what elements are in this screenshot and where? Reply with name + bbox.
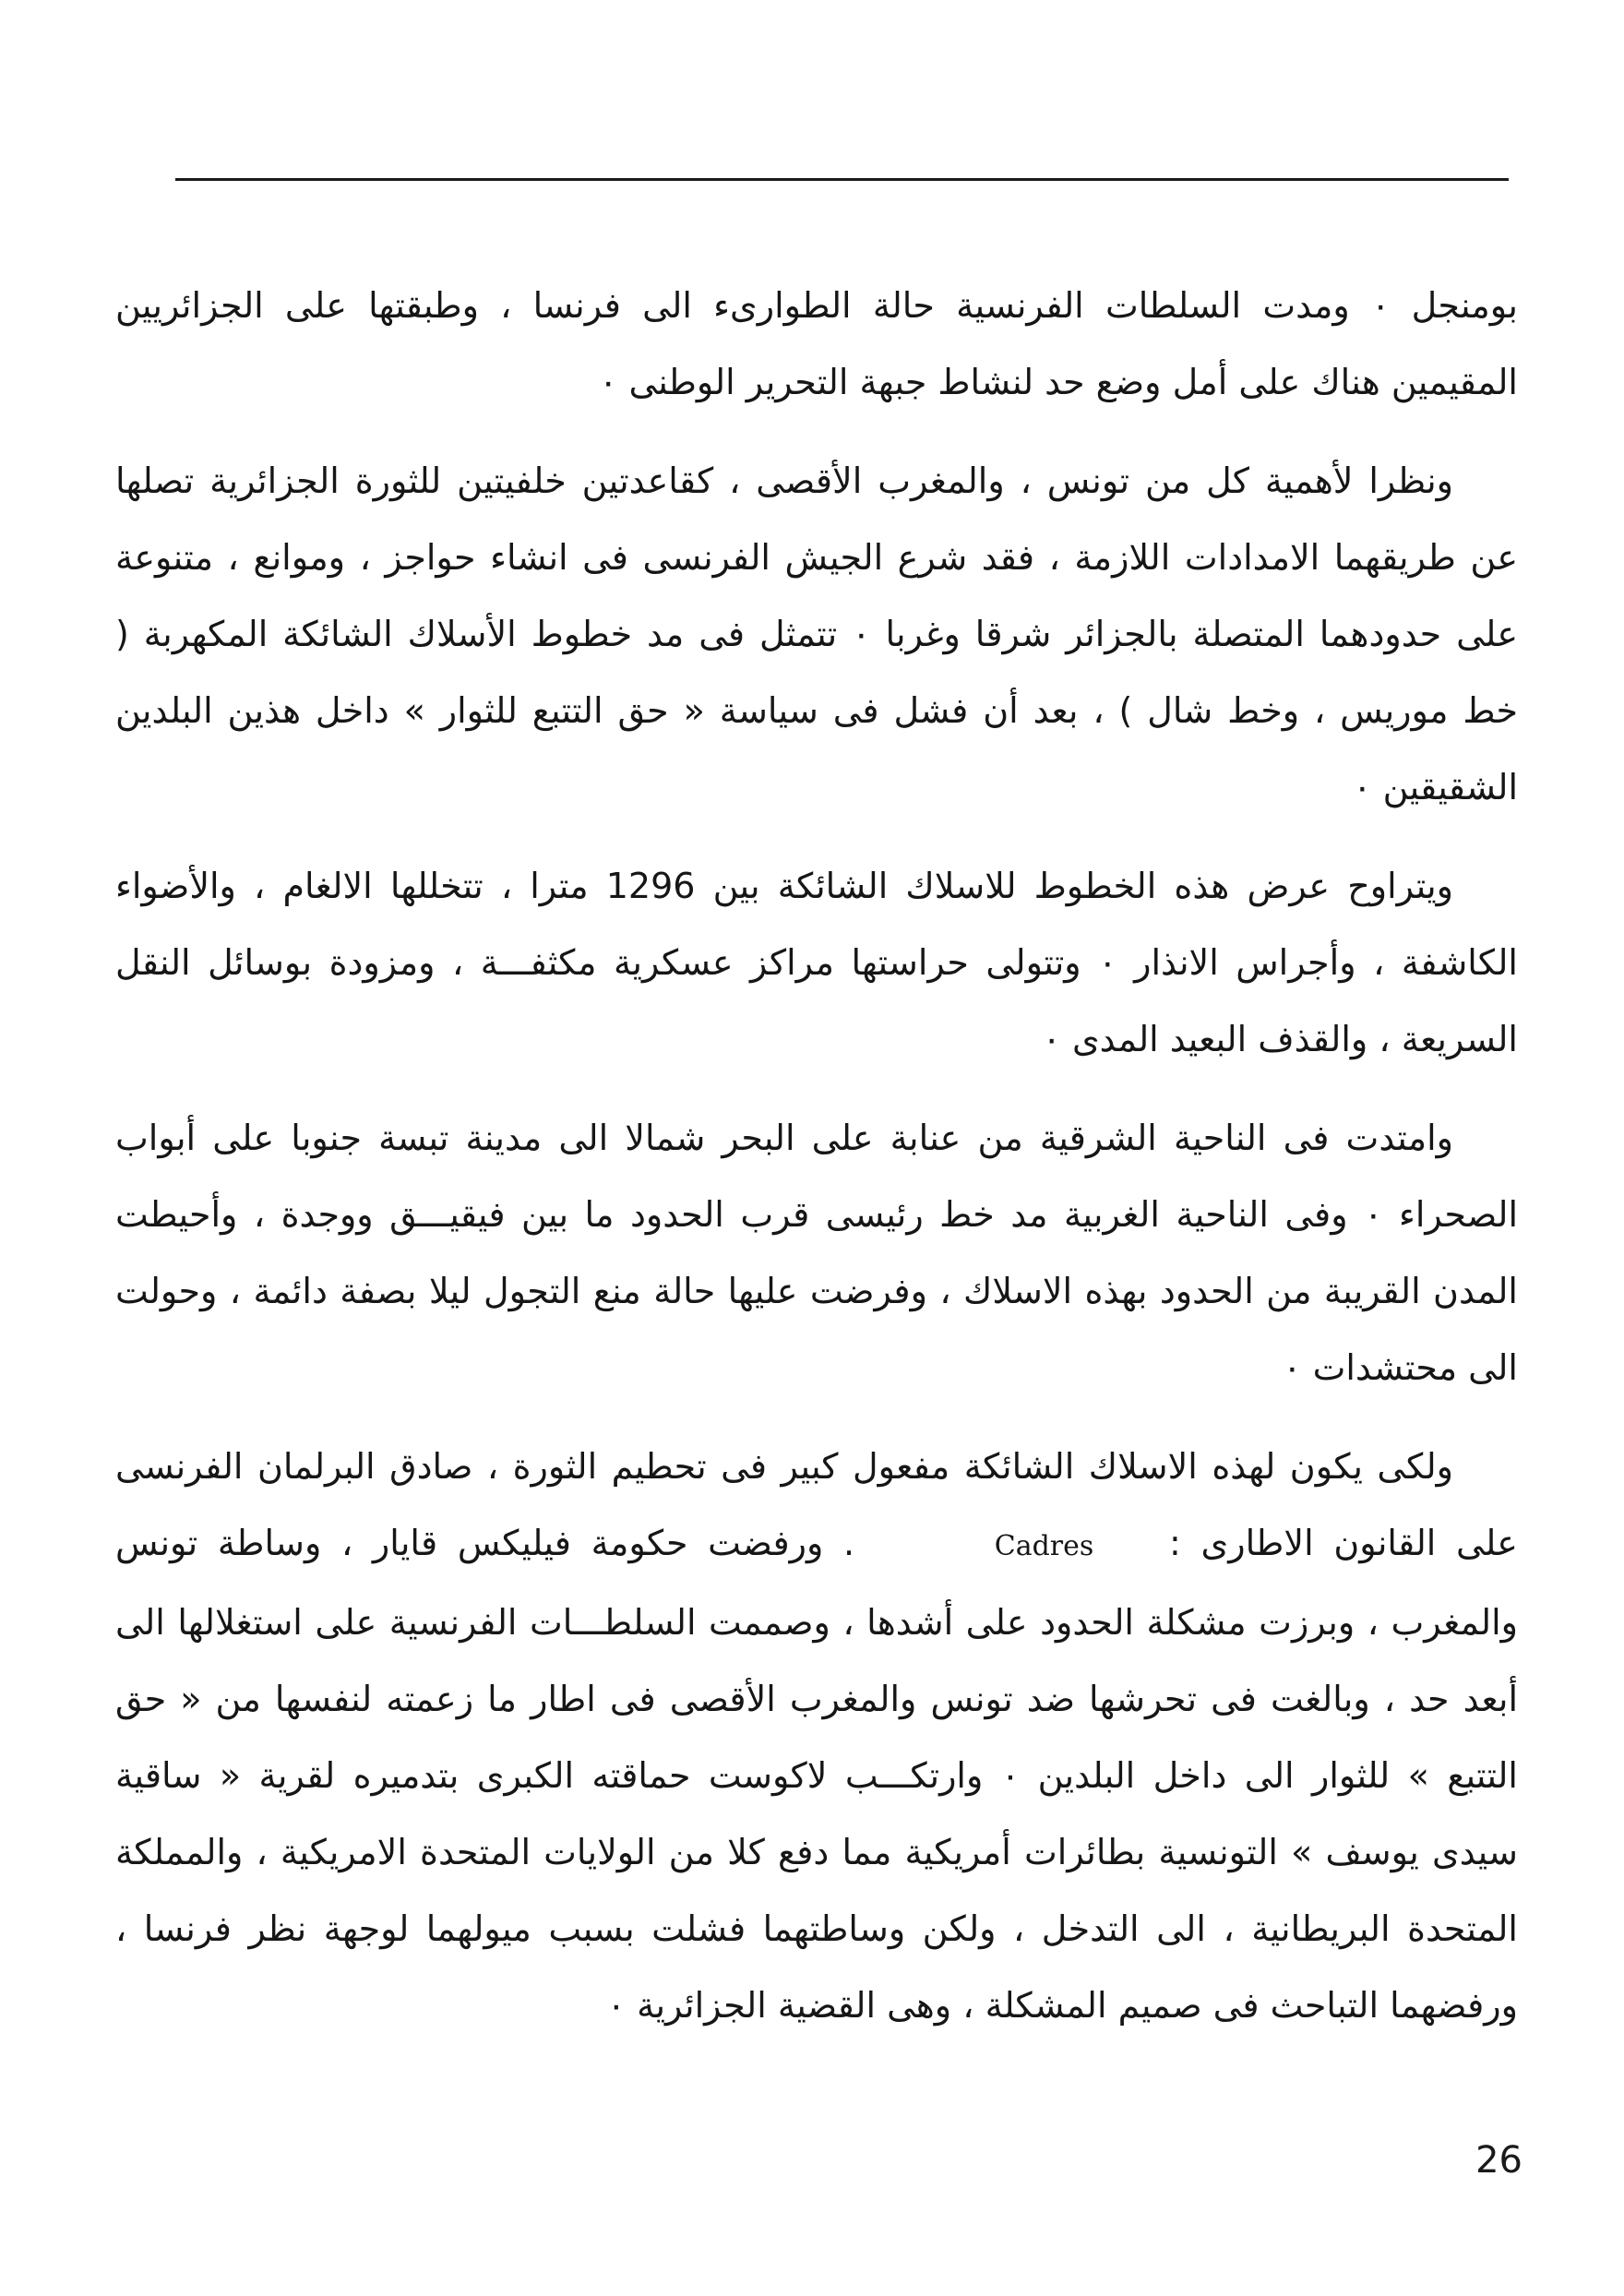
paragraph-1-text: بومنجل ٠ ومدت السلطات الفرنسية حالة الطوارىء الى فرنسا ، وطبقتها على الجزائريين المقيمين هناك على أمل وضع حد لنشاط جبهة التحرير الوطنى ٠ <box>115 285 1518 402</box>
paragraph-3 <box>115 848 1518 1078</box>
paragraph-2-text: ونظرا لأهمية كل من تونس ، والمغرب الأقصى ، كقاعدتين خلفيتين للثورة الجزائرية تصلها عن طريقهما الامدادات اللازمة ، فقد شرع الجيش الفرنسى فى انشاء حواجز ، وموانع ، متنوعة على حدودهما المتصلة بالجزائر شرقا وغربا ٠ تتمثل فى مد خطوط الأسلاك الشائكة المكهربة ( خط موريس ، وخط شال ) ، بعد أن فشل فى سياسة « حق التتبع للثوار » داخل هذين البلدين الشقيقين ٠ <box>115 460 1518 807</box>
latin-term-cadres: Cadres <box>994 1530 1094 1562</box>
paragraph-5 <box>115 1429 1518 2044</box>
paragraph-5-text-end: . ورفضت حكومة فيليكس قايار ، وساطة تونس والمغرب ، وبرزت مشكلة الحدود على أشدها ، وصممت السلطـــات الفرنسية على استغلالها الى أبعد حد ، وبالغت فى تحرشها ضد تونس والمغرب الأقصى فى اطار ما زعمته لنفسها من « حق التتبع » للثوار الى داخل البلدين ٠ وارتكـــب لاكوست حماقته الكبرى بتدميره لقرية « ساقية سيدى يوسف » التونسية بطائرات أمريكية مما دفع كلا من الولايات المتحدة الامريكية ، والمملكة المتحدة البريطانية ، الى التدخل ، ولكن وساطتهما فشلت بسبب ميولهما لوجهة نظر فرنسا ، ورفضهما التباحث فى صميم المشكلة ، وهى القضية الجزائرية ٠ <box>115 1523 1518 2026</box>
page-number: 26 <box>1475 2139 1522 2182</box>
paragraph-2 <box>115 443 1518 826</box>
paragraph-1 <box>115 268 1518 421</box>
paragraph-4-text: وامتدت فى الناحية الشرقية من عنابة على البحر شمالا الى مدينة تبسة جنوبا على أبواب الصحراء ٠ وفى الناحية الغربية مد خط رئيسى قرب الحدود ما بين فيقيـــق ووجدة ، وأحيطت المدن القريبة من الحدود بهذه الاسلاك ، وفرضت عليها حالة منع التجول ليلا بصفة دائمة ، وحولت الى محتشدات ٠ <box>115 1118 1519 1388</box>
body-text <box>115 268 1518 2066</box>
paragraph-5-text-start: ولكى يكون لهذه الاسلاك الشائكة مفعول كبير فى تحطيم الثورة ، صادق البرلمان الفرنسى على القانون الاطارى : <box>115 1446 1518 1563</box>
paragraph-3-text: ويتراوح عرض هذه الخطوط للاسلاك الشائكة بين 1296 مترا ، تتخللها الالغام ، والأضواء الكاشفة ، وأجراس الانذار ٠ وتتولى حراستها مراكز عسكرية مكثفـــة ، ومزودة بوسائل النقل السريعة ، والقذف البعيد المدى ٠ <box>115 866 1518 1059</box>
paragraph-4 <box>115 1100 1518 1406</box>
header-rule <box>175 178 1509 181</box>
